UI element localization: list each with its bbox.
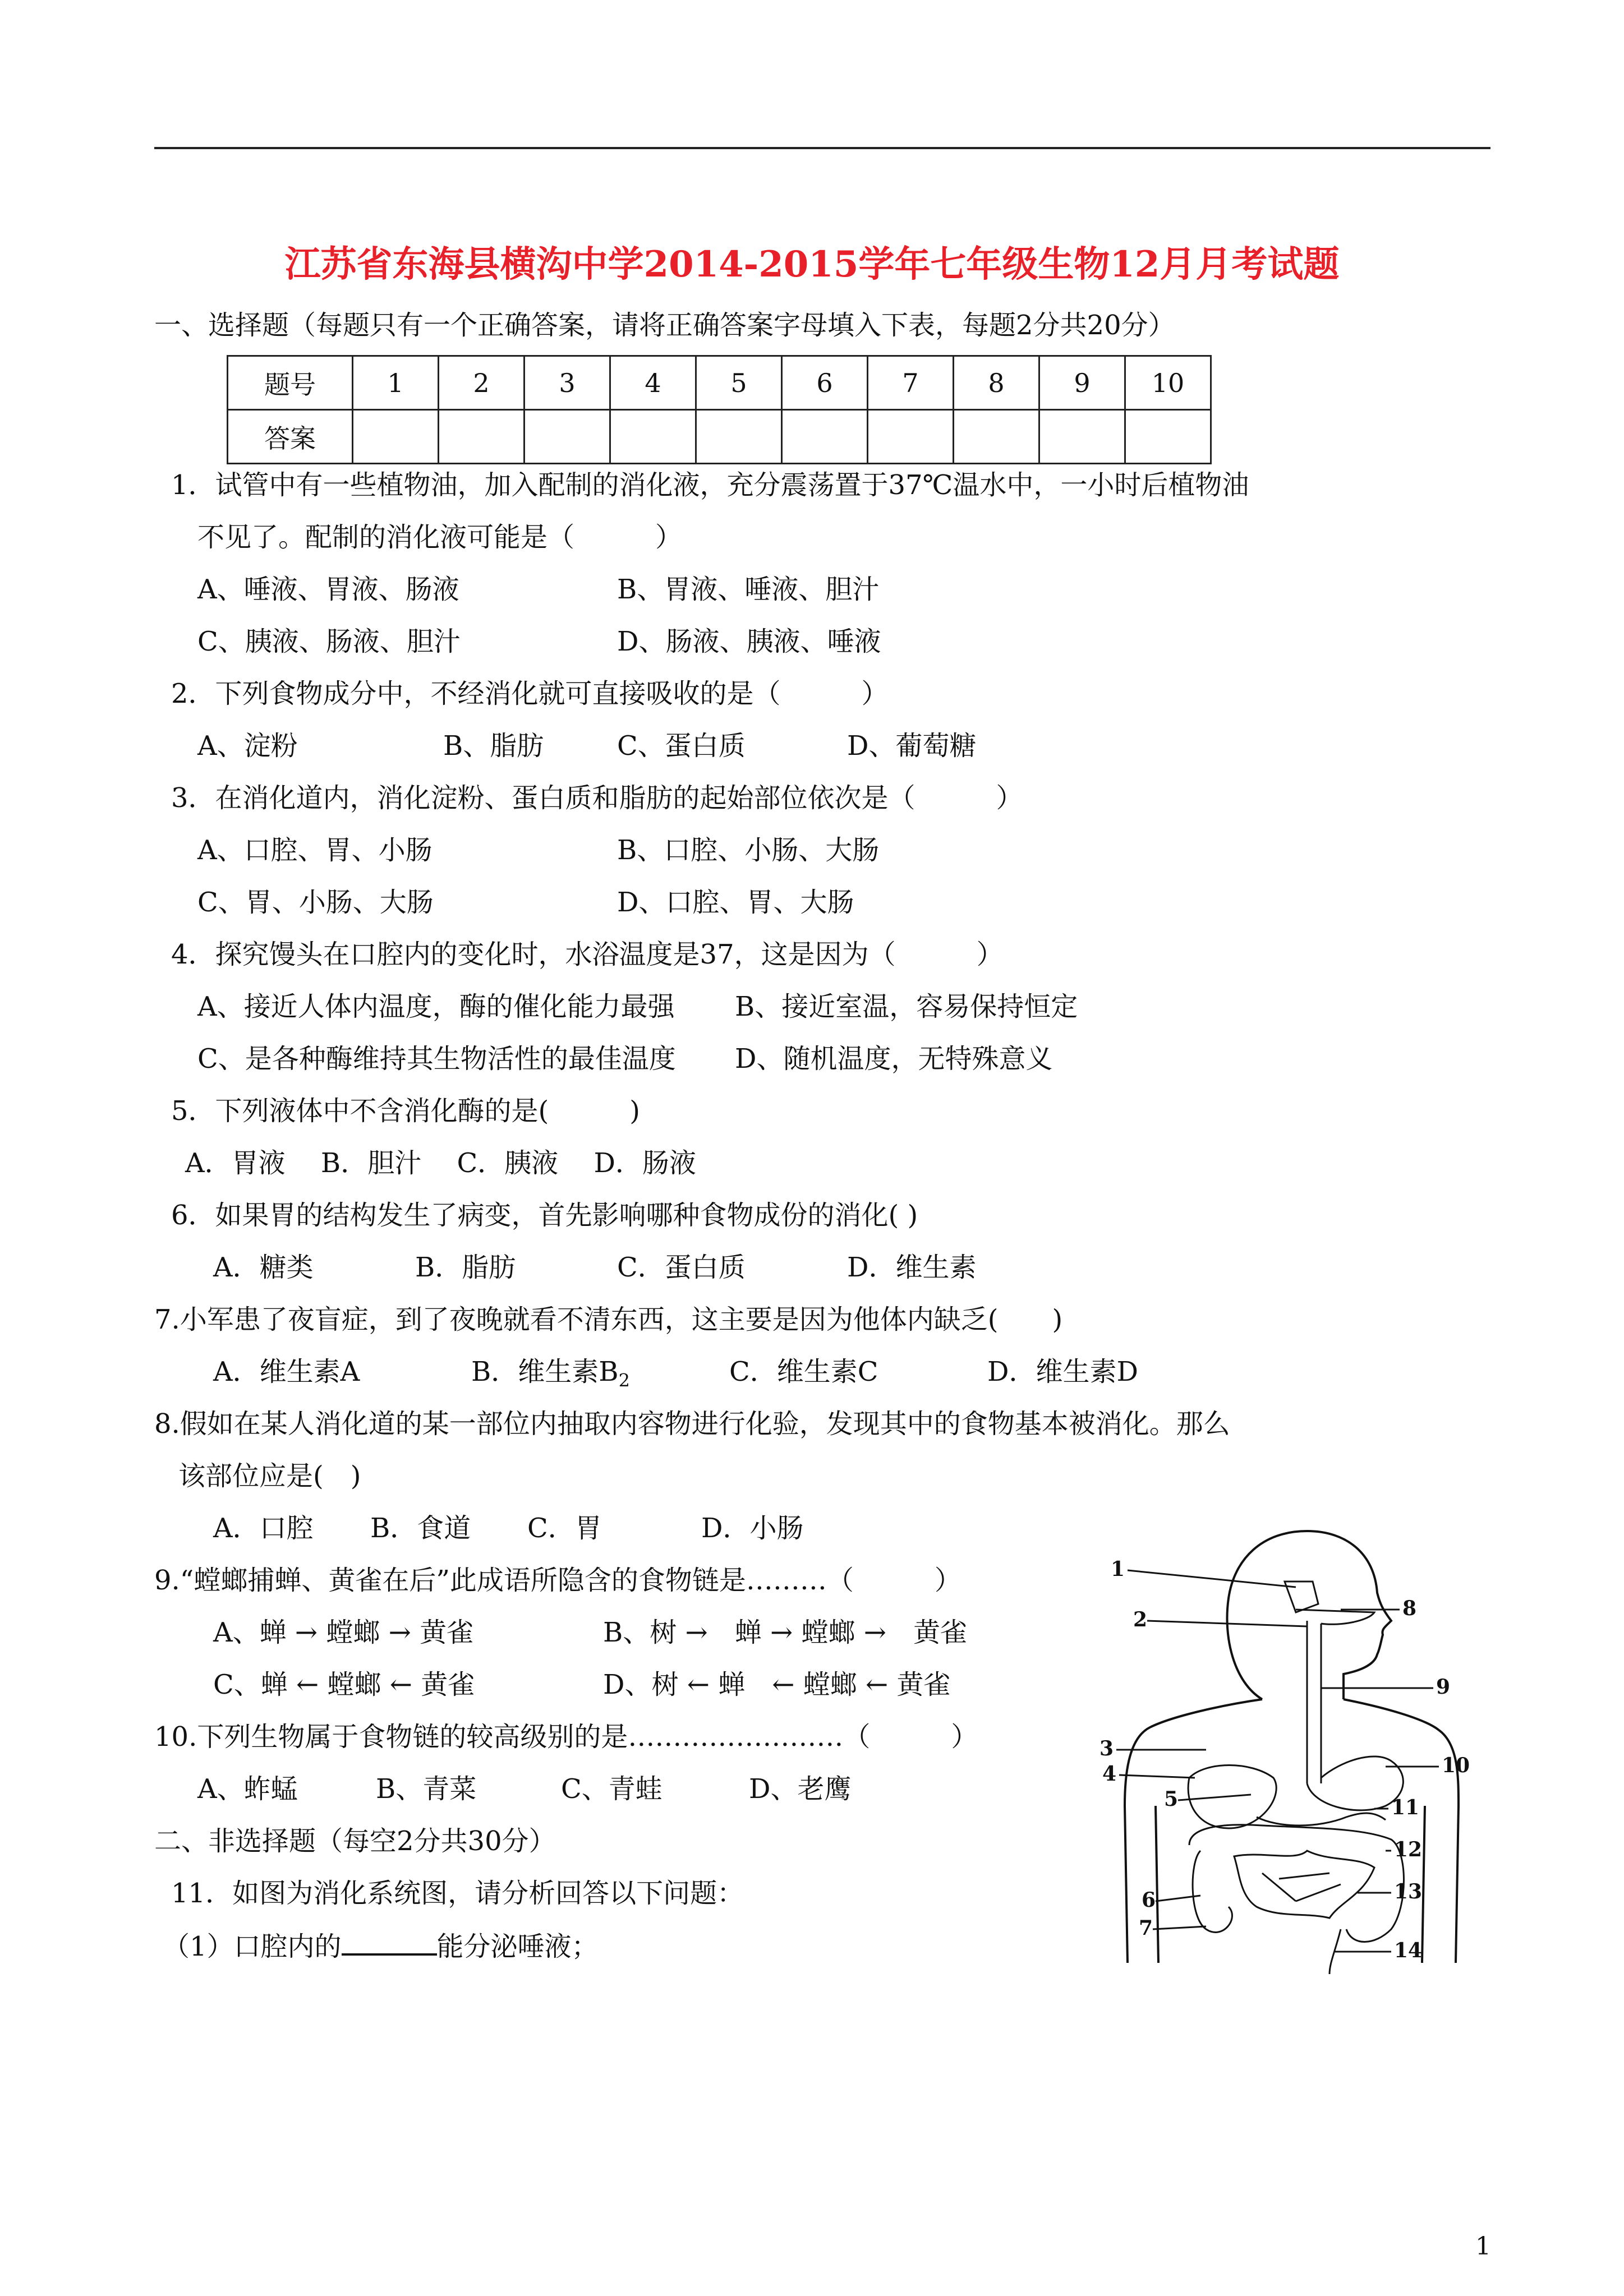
diagram-labels bbox=[1099, 1557, 1470, 1962]
answer-cell-5[interactable] bbox=[696, 410, 782, 464]
q4-option-b: B、接近室温，容易保持恒定 bbox=[735, 991, 1078, 1022]
q10-option-d: D、老鹰 bbox=[749, 1773, 852, 1805]
q11-sub1-prefix: （1）口腔内的 bbox=[163, 1931, 342, 1962]
q8-option-b: B．食道 bbox=[370, 1513, 471, 1544]
q11-sub1-blank[interactable] bbox=[342, 1929, 437, 1956]
answer-table bbox=[227, 355, 1212, 464]
q7-option-b-text: B．维生素B bbox=[471, 1356, 619, 1387]
answer-cell-1[interactable] bbox=[353, 410, 439, 464]
table-header-answer: 答案 bbox=[228, 410, 353, 464]
q9-option-b: B、树 → 蝉 → 螳螂 → 黄雀 bbox=[603, 1617, 967, 1648]
label-14: 14 bbox=[1394, 1939, 1423, 1962]
q11-stem: 11．如图为消化系统图，请分析回答以下问题： bbox=[171, 1878, 744, 1909]
q9-option-a: A、蝉 → 螳螂 → 黄雀 bbox=[213, 1617, 474, 1648]
answer-cell-6[interactable] bbox=[782, 410, 868, 464]
q6-option-b: B．脂肪 bbox=[415, 1252, 516, 1283]
answer-cell-10[interactable] bbox=[1125, 410, 1211, 464]
q10-stem: 10.下列生物属于食物链的较高级别的是……………………（ ） bbox=[154, 1721, 978, 1753]
q6-option-c: C．蛋白质 bbox=[617, 1252, 746, 1283]
table-cell-number: 3 bbox=[525, 356, 610, 410]
answer-cell-2[interactable] bbox=[439, 410, 525, 464]
answer-cell-4[interactable] bbox=[610, 410, 696, 464]
table-cell-number: 9 bbox=[1039, 356, 1125, 410]
q6-option-a: A．糖类 bbox=[213, 1252, 314, 1283]
q7-option-b bbox=[471, 1355, 630, 1398]
page-number: 1 bbox=[1475, 2232, 1491, 2261]
label-8: 8 bbox=[1402, 1597, 1417, 1620]
q9-stem: 9.“螳螂捕蝉、黄雀在后”此成语所隐含的食物链是………（ ） bbox=[154, 1565, 961, 1596]
label-7: 7 bbox=[1139, 1916, 1153, 1940]
table-cell-number: 1 bbox=[353, 356, 439, 410]
table-cell-number: 6 bbox=[782, 356, 868, 410]
q10-option-a: A、蚱蜢 bbox=[197, 1773, 298, 1805]
q2-option-b: B、脂肪 bbox=[443, 730, 544, 762]
answer-cell-7[interactable] bbox=[868, 410, 954, 464]
q3-option-b: B、口腔、小肠、大肠 bbox=[617, 835, 880, 866]
q3-option-a: A、口腔、胃、小肠 bbox=[197, 835, 433, 866]
q8-stem-line1: 8.假如在某人消化道的某一部位内抽取内容物进行化验，发现其中的食物基本被消化。那么 bbox=[154, 1408, 1230, 1440]
q1-option-b: B、胃液、唾液、胆汁 bbox=[617, 574, 880, 605]
page-title: 江苏省东海县横沟中学2014-2015学年七年级生物12月月考试题 bbox=[284, 243, 1340, 285]
label-12: 12 bbox=[1394, 1838, 1423, 1861]
q6-option-d: D．维生素 bbox=[847, 1252, 977, 1283]
q7-option-d: D．维生素D bbox=[987, 1356, 1138, 1387]
label-6: 6 bbox=[1142, 1888, 1156, 1912]
q11-sub1-suffix: 能分泌唾液； bbox=[436, 1931, 599, 1962]
table-cell-number: 10 bbox=[1125, 356, 1211, 410]
q1-stem-line2: 不见了。配制的消化液可能是（ ） bbox=[197, 522, 683, 553]
header-rule bbox=[154, 147, 1490, 149]
q11-sub1 bbox=[163, 1929, 599, 1963]
q9-option-d: D、树 ← 蝉 ← 螳螂 ← 黄雀 bbox=[603, 1669, 951, 1700]
answer-cell-3[interactable] bbox=[525, 410, 610, 464]
q4-stem: 4．探究馒头在口腔内的变化时，水浴温度是37，这是因为（ ） bbox=[171, 939, 1004, 970]
q5-stem: 5．下列液体中不含消化酶的是( ) bbox=[171, 1095, 640, 1127]
label-11: 11 bbox=[1391, 1796, 1420, 1819]
label-1: 1 bbox=[1111, 1557, 1125, 1581]
section-heading-nonchoice: 二、非选择题（每空2分共30分） bbox=[154, 1825, 556, 1857]
section-heading-choice: 一、选择题（每题只有一个正确答案，请将正确答案字母填入下表，每题2分共20分） bbox=[154, 310, 1175, 341]
q2-option-a: A、淀粉 bbox=[197, 730, 298, 762]
table-cell-number: 2 bbox=[439, 356, 525, 410]
q10-option-b: B、青菜 bbox=[376, 1773, 477, 1805]
q2-option-d: D、葡萄糖 bbox=[847, 730, 977, 762]
q3-stem: 3．在消化道内，消化淀粉、蛋白质和脂肪的起始部位依次是（ ） bbox=[171, 782, 1023, 814]
table-cell-number: 7 bbox=[868, 356, 954, 410]
label-9: 9 bbox=[1436, 1675, 1451, 1699]
label-13: 13 bbox=[1394, 1880, 1423, 1903]
digestive-system-diagram bbox=[1094, 1514, 1498, 1991]
q4-option-c: C、是各种酶维持其生物活性的最佳温度 bbox=[197, 1043, 676, 1075]
answer-table-answer-row bbox=[228, 410, 1211, 464]
table-header-number: 题号 bbox=[228, 356, 353, 410]
q7-option-c: C．维生素C bbox=[729, 1356, 878, 1387]
digestive-organs bbox=[1188, 1582, 1404, 1974]
table-cell-number: 8 bbox=[954, 356, 1039, 410]
q1-stem-line1: 1．试管中有一些植物油，加入配制的消化液，充分震荡置于37℃温水中，一小时后植物油 bbox=[171, 469, 1249, 501]
q1-option-d: D、肠液、胰液、唾液 bbox=[617, 626, 881, 657]
q4-option-a: A、接近人体内温度，酶的催化能力最强 bbox=[197, 991, 675, 1022]
q10-option-c: C、青蛙 bbox=[561, 1773, 663, 1805]
answer-cell-8[interactable] bbox=[954, 410, 1039, 464]
q8-option-a: A．口腔 bbox=[213, 1513, 314, 1544]
label-10: 10 bbox=[1442, 1754, 1470, 1777]
answer-cell-9[interactable] bbox=[1039, 410, 1125, 464]
table-cell-number: 5 bbox=[696, 356, 782, 410]
answer-table-number-row bbox=[228, 356, 1211, 410]
label-3: 3 bbox=[1099, 1737, 1114, 1760]
table-cell-number: 4 bbox=[610, 356, 696, 410]
q2-stem: 2．下列食物成分中，不经消化就可直接吸收的是（ ） bbox=[171, 678, 889, 709]
q6-stem: 6．如果胃的结构发生了病变，首先影响哪种食物成份的消化( ) bbox=[171, 1200, 918, 1231]
q9-option-c: C、蝉 ← 螳螂 ← 黄雀 bbox=[213, 1669, 475, 1700]
q7-option-b-subscript: 2 bbox=[618, 1370, 630, 1391]
q7-stem: 7.小军患了夜盲症，到了夜晚就看不清东西，这主要是因为他体内缺乏( ) bbox=[154, 1304, 1063, 1335]
label-2: 2 bbox=[1133, 1608, 1148, 1631]
q8-stem-line2: 该部位应是( ) bbox=[178, 1460, 361, 1492]
q2-option-c: C、蛋白质 bbox=[617, 730, 746, 762]
q1-option-a: A、唾液、胃液、肠液 bbox=[197, 574, 459, 605]
q8-option-c: C．胃 bbox=[527, 1513, 602, 1544]
label-5: 5 bbox=[1164, 1787, 1179, 1811]
q8-option-d: D．小肠 bbox=[701, 1513, 804, 1544]
q4-option-d: D、随机温度，无特殊意义 bbox=[735, 1043, 1053, 1075]
q7-option-a: A．维生素A bbox=[213, 1356, 360, 1387]
q3-option-d: D、口腔、胃、大肠 bbox=[617, 887, 854, 918]
label-4: 4 bbox=[1102, 1762, 1117, 1786]
q1-option-c: C、胰液、肠液、胆汁 bbox=[197, 626, 461, 657]
q3-option-c: C、胃、小肠、大肠 bbox=[197, 887, 434, 918]
q5-options: A．胃液 B．胆汁 C．胰液 D．肠液 bbox=[185, 1147, 696, 1179]
